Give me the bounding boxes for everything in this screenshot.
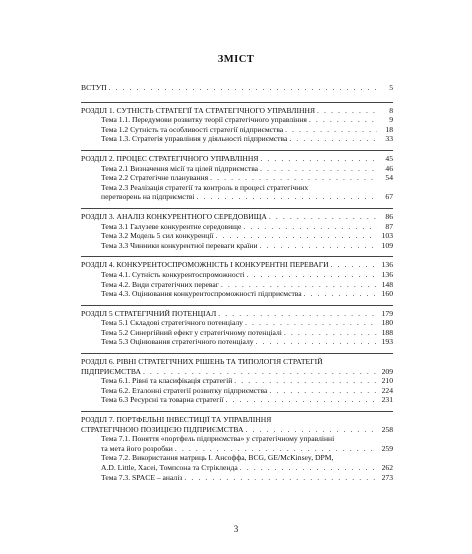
toc-entry-page: 54 <box>385 173 393 183</box>
toc-entry-page: 136 <box>381 260 393 270</box>
leader-dots <box>260 164 377 174</box>
toc-entry-label: Тема 4.1. Сутність конкурентоспроможності <box>101 269 245 279</box>
leader-dots <box>317 106 377 116</box>
toc-entry-page: 109 <box>381 240 393 250</box>
toc-entry-page: 262 <box>381 463 393 472</box>
toc-entry-label: РОЗДІЛ 5 СТРАТЕГІЧНИЙ ПОТЕНЦІАЛ <box>81 308 217 318</box>
leader-dots <box>247 270 377 280</box>
toc-section-5 <box>81 305 393 347</box>
topic-title-line[interactable]: Тема 7.1. Поняття «портфель підприємства» у стратегічному управлінні <box>101 434 335 444</box>
leader-dots <box>240 463 377 473</box>
toc-entry-label: РОЗДІЛ 2. ПРОЦЕС СТРАТЕГІЧНОГО УПРАВЛІННЯ <box>81 153 259 163</box>
leader-dots <box>226 395 377 405</box>
toc-entry-topic[interactable] <box>81 386 393 396</box>
toc-entry-page: 33 <box>385 134 393 144</box>
toc-entry-label: перетворень на підприємстві <box>101 192 195 202</box>
leader-dots <box>256 337 377 347</box>
toc-entry-topic[interactable] <box>81 395 393 405</box>
table-of-contents <box>81 83 393 482</box>
toc-entry-page: 180 <box>381 318 393 328</box>
leader-dots <box>234 376 377 386</box>
toc-section-2 <box>81 150 393 202</box>
toc-entry-page: 193 <box>381 337 393 347</box>
toc-entry-page: 210 <box>381 376 393 386</box>
toc-entry-topic[interactable] <box>81 192 393 202</box>
leader-dots <box>269 212 377 222</box>
leader-dots <box>197 192 377 202</box>
toc-entry-section[interactable] <box>81 260 393 270</box>
leader-dots <box>304 289 377 299</box>
toc-entry-label: Тема 1.3. Стратегія управління у діяльності підприємства <box>101 134 288 144</box>
toc-entry-page: 45 <box>385 153 393 163</box>
leader-dots <box>285 125 377 135</box>
toc-entry-topic[interactable] <box>81 115 393 125</box>
leader-dots <box>260 241 377 251</box>
page-number: 3 <box>233 524 239 534</box>
toc-entry-topic[interactable] <box>81 173 393 183</box>
toc-entry-topic[interactable] <box>81 134 393 144</box>
toc-entry-topic[interactable] <box>81 318 393 328</box>
toc-entry-page: 259 <box>381 443 393 453</box>
toc-entry-label: РОЗДІЛ 1. СУТНІСТЬ СТРАТЕГІЇ ТА СТРАТЕГІЧНОГО УПРАВЛІННЯ <box>81 105 316 115</box>
toc-entry-label: Тема 3.1 Галузеве конкурентне середовище <box>101 221 242 231</box>
toc-entry-page: 160 <box>381 289 393 299</box>
toc-entry-page: 136 <box>381 269 393 279</box>
toc-entry-section[interactable] <box>81 106 393 116</box>
leader-dots <box>243 222 377 232</box>
toc-entry-section[interactable] <box>81 309 393 319</box>
toc-entry-section[interactable] <box>81 212 393 222</box>
toc-entry-label: Тема 4.3. Оцінювання конкурентоспроможності підприємства <box>101 289 302 299</box>
toc-entry-topic[interactable] <box>81 270 393 280</box>
toc-entry-page: 258 <box>381 424 393 434</box>
toc-entry-page: 5 <box>389 83 393 92</box>
leader-dots <box>143 367 377 377</box>
toc-section-1 <box>81 102 393 144</box>
toc-entry-topic[interactable] <box>81 328 393 338</box>
leader-dots <box>175 444 377 454</box>
toc-entry-label: A.D. Little, Хасеі, Томпсона та Стрікленда <box>101 463 238 472</box>
toc-entry-topic[interactable] <box>81 473 393 483</box>
toc-section-7 <box>81 411 393 482</box>
toc-entry-label: Тема 2.2 Стратегічне планування <box>101 173 209 183</box>
toc-section-4 <box>81 256 393 298</box>
toc-entry-page: 179 <box>381 308 393 318</box>
leader-dots <box>184 473 377 483</box>
toc-entry-label: Тема 6.3 Ресурсні та товарна стратегії <box>101 395 224 405</box>
toc-entry-page: 188 <box>381 327 393 337</box>
toc-entry-label: Тема 7.3. SPACE – аналіз <box>101 472 183 482</box>
toc-section-6 <box>81 353 393 405</box>
toc-entry-label: РОЗДІЛ 3. АНАЛІЗ КОНКУРЕНТНОГО СЕРЕДОВИЩА <box>81 211 267 221</box>
toc-entry-section[interactable] <box>81 425 393 435</box>
leader-dots <box>284 328 377 338</box>
toc-entry-page: 67 <box>385 192 393 202</box>
toc-entry-page: 224 <box>381 385 393 395</box>
leader-dots <box>221 280 377 290</box>
topic-title-line[interactable]: Тема 7.2. Використання матриць І. Ансоффа, BCG, GE/McKinsey, DPM, <box>101 453 334 463</box>
toc-entry-page: 231 <box>381 395 393 405</box>
leader-dots <box>289 134 377 144</box>
toc-entry-label: Тема 3.3 Чинники конкурентної переваги країни <box>101 240 258 250</box>
leader-dots <box>309 115 377 125</box>
toc-entry-label: ВСТУП <box>81 83 107 92</box>
toc-entry-intro[interactable] <box>81 83 393 93</box>
toc-entry-page: 46 <box>385 163 393 173</box>
toc-entry-label: Тема 2.1 Визначення місії та цілей підприємства <box>101 163 259 173</box>
toc-entry-label: Тема 3.2 Модель 5 сил конкуренції <box>101 231 214 241</box>
toc-entry-topic[interactable] <box>81 222 393 232</box>
leader-dots <box>245 425 377 435</box>
toc-entry-topic[interactable] <box>81 463 393 473</box>
toc-entry-page: 87 <box>385 221 393 231</box>
leader-dots <box>109 83 377 93</box>
toc-entry-page: 8 <box>389 105 393 115</box>
toc-entry-page: 103 <box>381 231 393 241</box>
toc-entry-topic[interactable] <box>81 376 393 386</box>
toc-entry-topic[interactable] <box>81 231 393 241</box>
leader-dots <box>218 309 377 319</box>
toc-entry-topic[interactable] <box>81 164 393 174</box>
toc-entry-label: СТРАТЕГІЧНОЮ ПОЗИЦІЄЮ ПІДПРИЄМСТВА <box>81 424 244 434</box>
leader-dots <box>331 260 377 270</box>
toc-entry-topic[interactable] <box>81 289 393 299</box>
toc-entry-page: 18 <box>385 124 393 134</box>
toc-entry-label: Тема 5.2 Синергійний ефект у стратегічному потенціалі <box>101 327 282 337</box>
toc-entry-topic[interactable] <box>81 125 393 135</box>
toc-entry-topic[interactable] <box>81 280 393 290</box>
toc-entry-topic[interactable] <box>81 337 393 347</box>
toc-entry-topic[interactable] <box>81 444 393 454</box>
toc-entry-label: Тема 6.1. Рівні та класифікація стратегій <box>101 376 233 386</box>
toc-section-3 <box>81 208 393 250</box>
leader-dots <box>269 386 377 396</box>
toc-entry-label: Тема 6.2. Еталонні стратегії розвитку підприємства <box>101 385 268 395</box>
toc-entry-page: 273 <box>381 472 393 482</box>
toc-title: ЗМІСТ <box>217 54 255 65</box>
toc-entry-label: Тема 5.3 Оцінювання стратегічного потенціалу <box>101 337 254 347</box>
toc-entry-topic[interactable] <box>81 241 393 251</box>
toc-entry-label: РОЗДІЛ 4. КОНКУРЕНТОСПРОМОЖНІСТЬ І КОНКУРЕНТНІ ПЕРЕВАГИ <box>81 260 329 270</box>
toc-entry-page: 86 <box>385 211 393 221</box>
leader-dots <box>260 154 377 164</box>
toc-entry-page: 148 <box>381 279 393 289</box>
leader-dots <box>210 173 377 183</box>
toc-entry-section[interactable] <box>81 367 393 377</box>
toc-entry-label: Тема 5.1 Складові стратегічного потенціалу <box>101 318 243 328</box>
toc-entry-label: та мета його розробки <box>101 443 173 453</box>
toc-entry-label: ПІДПРИЄМСТВА <box>81 366 141 376</box>
section-title-line[interactable]: РОЗДІЛ 7. ПОРТФЕЛЬНІ ІНВЕСТИЦІЇ ТА УПРАВЛІННЯ <box>81 415 272 425</box>
toc-entry-label: Тема 1.2 Сутність та особливості стратегії підприємства <box>101 124 284 134</box>
toc-entry-label: Тема 1.1. Передумови розвитку теорії стратегічного управління <box>101 115 307 125</box>
toc-entry-page: 209 <box>381 366 393 376</box>
leader-dots <box>216 231 377 241</box>
toc-entry-section[interactable] <box>81 154 393 164</box>
topic-title-line[interactable]: Тема 2.3 Реалізація стратегії та контроль в процесі стратегічних <box>101 182 309 192</box>
toc-entry-page: 9 <box>389 115 393 125</box>
toc-entry-label: Тема 4.2. Види стратегічних переваг <box>101 279 219 289</box>
leader-dots <box>245 318 377 328</box>
section-title-line[interactable]: РОЗДІЛ 6. РІВНІ СТРАТЕГІЧНИХ РІШЕНЬ ТА ТИПОЛОГІЯ СТРАТЕГІЙ <box>81 357 323 367</box>
